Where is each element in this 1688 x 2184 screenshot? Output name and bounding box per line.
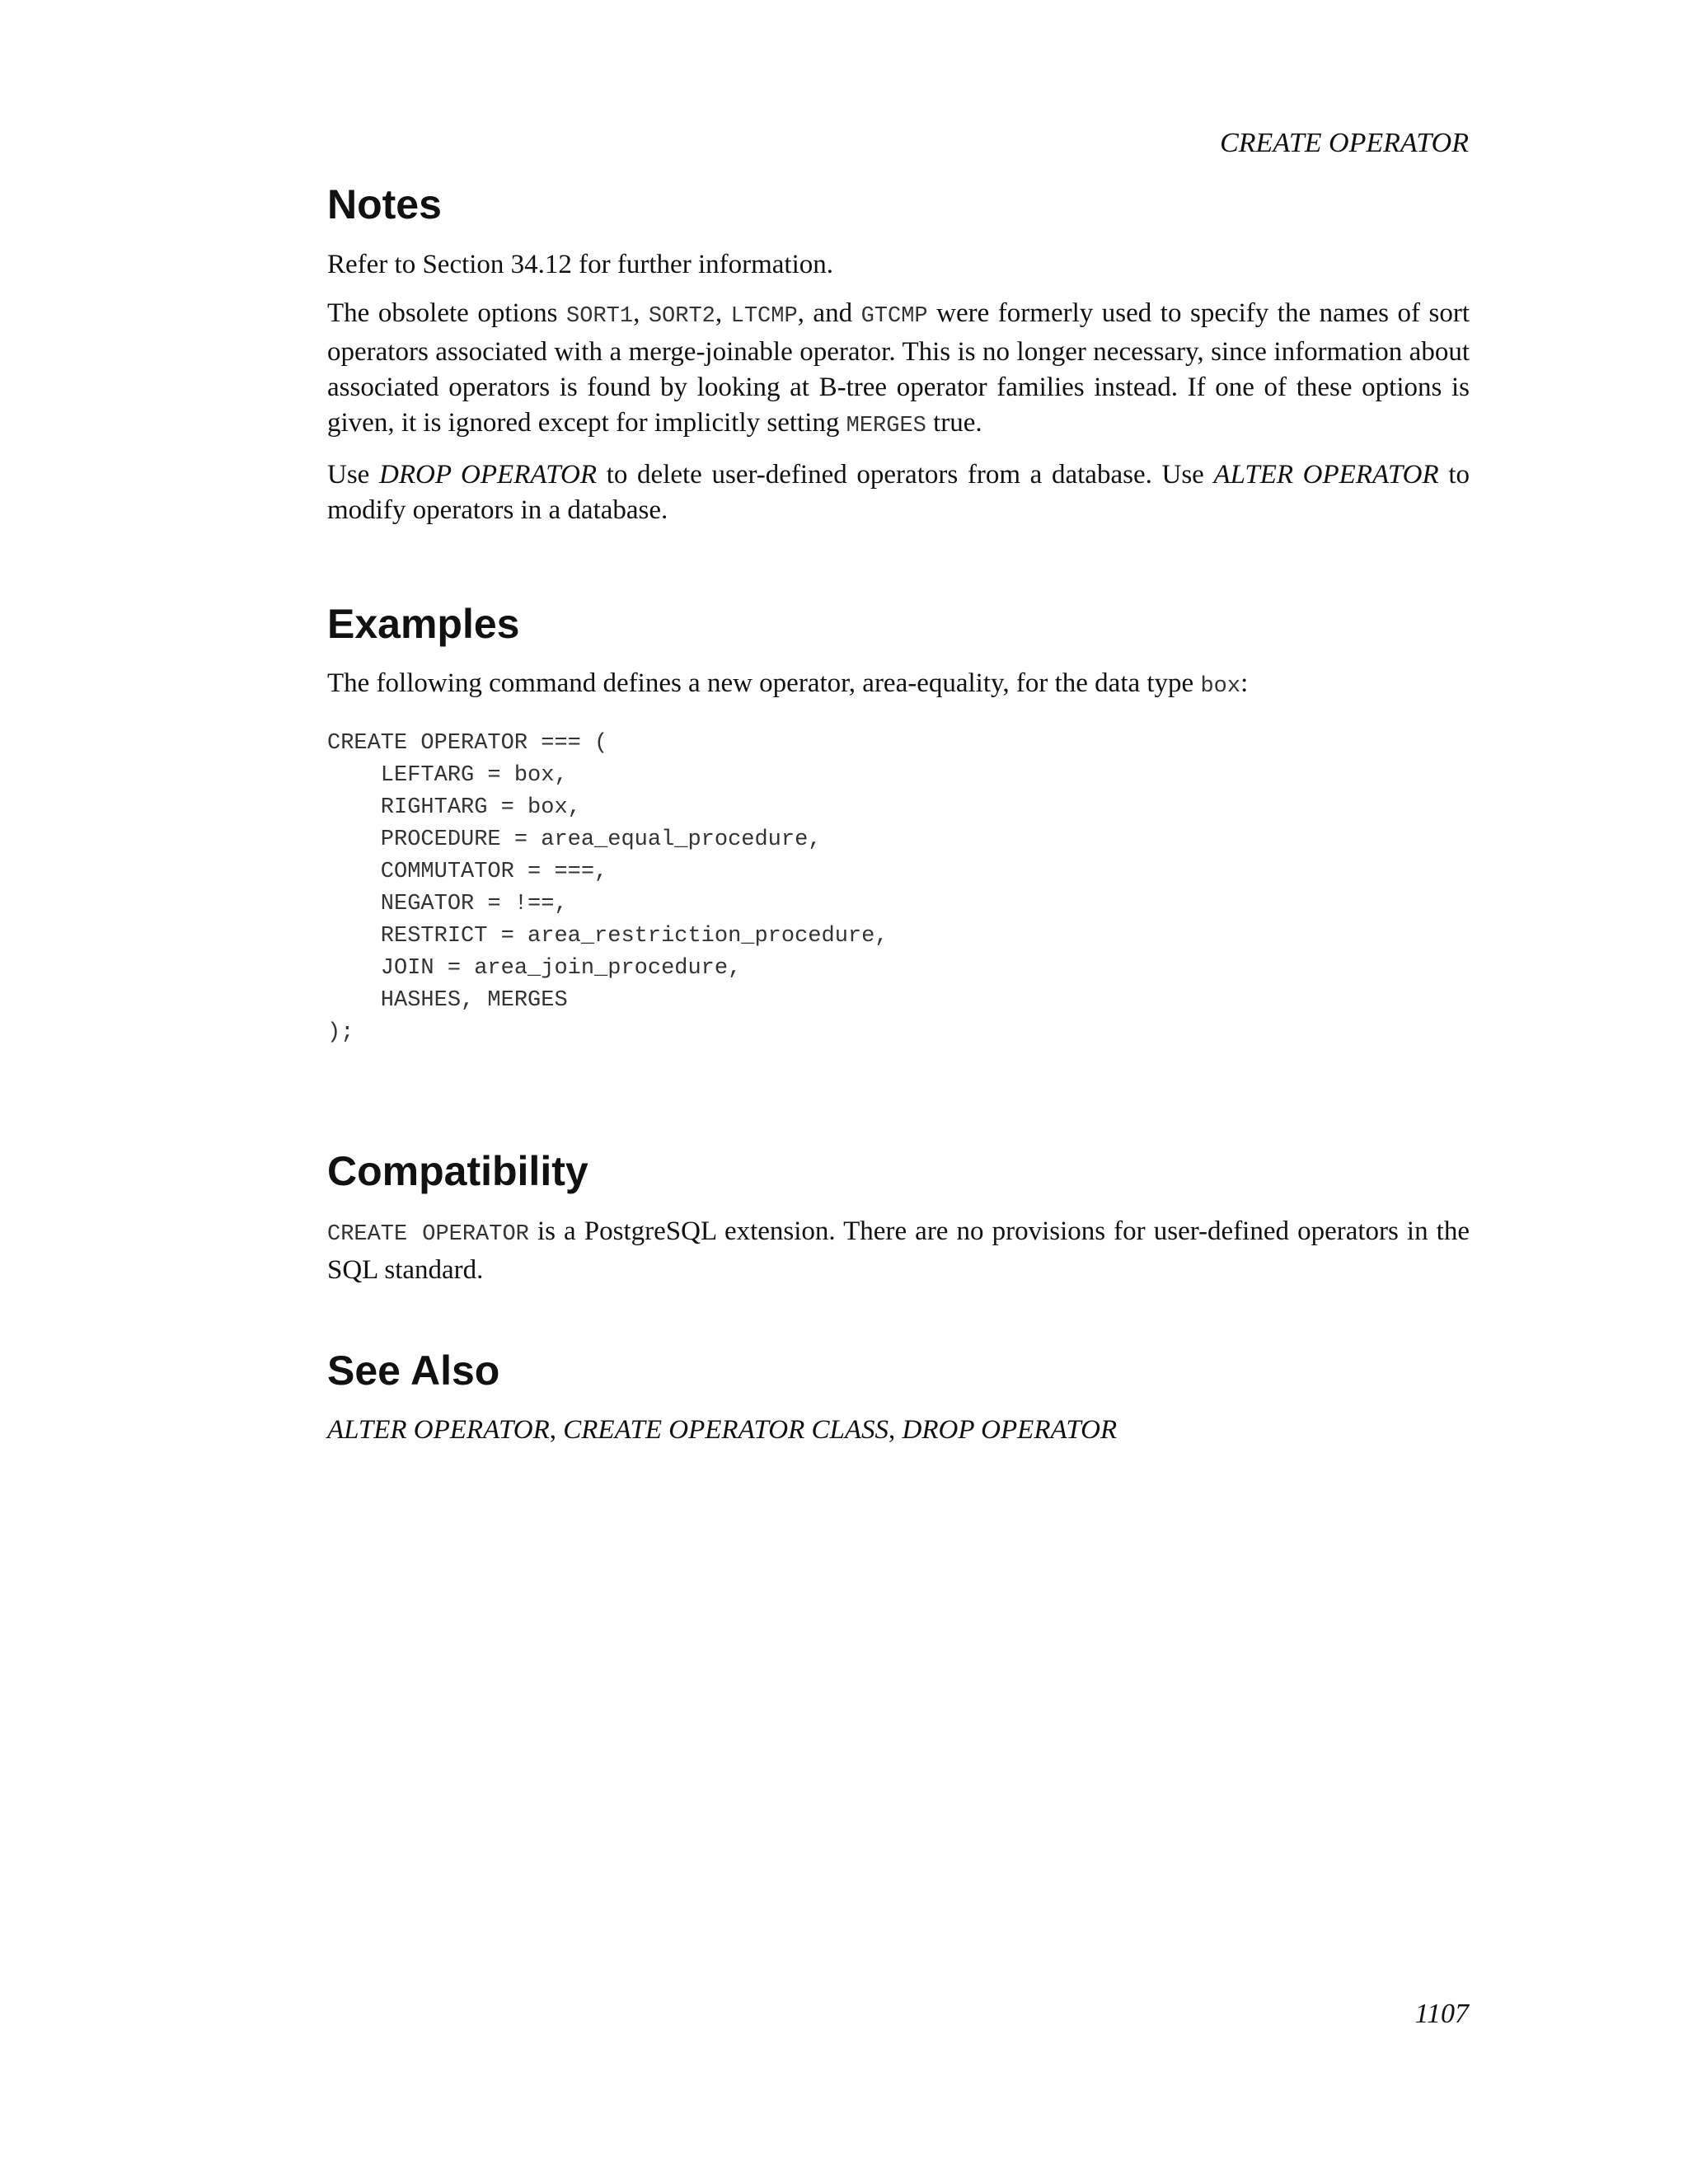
- text-run: , and: [797, 298, 861, 328]
- compatibility-section: [327, 1148, 1470, 1288]
- text-run: Use: [327, 459, 379, 490]
- notes-paragraph-2: [327, 296, 1470, 444]
- notes-paragraph-1: Refer to Section 34.12 for further information.: [327, 249, 833, 279]
- notes-paragraph-3: [327, 457, 1470, 528]
- examples-heading: Examples: [327, 600, 520, 647]
- inline-code-create-operator: CREATE OPERATOR: [327, 1221, 529, 1247]
- notes-heading: Notes: [327, 181, 442, 227]
- page-content: [327, 181, 1470, 1448]
- inline-code-gtcmp: GTCMP: [860, 303, 928, 329]
- text-run: were formerly used to specify the names of sort operators associated with a merge-joinable operator. This is no longer necessary, since information about associated operators is found by looking at B-tree operator families instead. If one of these options is given, it is ignored except for implicitly setting: [327, 298, 1470, 438]
- drop-operator-reference[interactable]: DROP OPERATOR: [379, 459, 598, 490]
- text-run: The following command defines a new operator, area-equality, for the data type: [327, 668, 1201, 698]
- examples-section: [327, 601, 1470, 1050]
- running-header: CREATE OPERATOR: [1220, 128, 1469, 158]
- text-run: The obsolete options: [327, 298, 567, 328]
- see-also-list: [327, 1413, 1470, 1448]
- text-run: to delete user-defined operators from a database. Use: [597, 459, 1214, 490]
- separator: ,: [889, 1415, 903, 1445]
- inline-code-merges: MERGES: [846, 413, 926, 438]
- text-run: ,: [715, 298, 731, 328]
- inline-code-sort1: SORT1: [566, 303, 634, 329]
- text-run: to modify operators in a database.: [327, 459, 1470, 525]
- see-also-link-alter-operator[interactable]: ALTER OPERATOR: [327, 1415, 550, 1445]
- page-number: 1107: [1414, 1999, 1469, 2029]
- text-run: ,: [633, 298, 649, 328]
- text-run: true.: [926, 407, 982, 438]
- separator: ,: [549, 1415, 564, 1445]
- examples-intro: [327, 666, 1470, 705]
- example-code-block: CREATE OPERATOR === ( LEFTARG = box, RIGHTARG = box, PROCEDURE = area_equal_procedure, COMMUTATOR = ===, NEGATOR = !==, RESTRICT = area_restriction_procedure, JOIN = area_join_procedure, HASHES, MERGES );: [327, 731, 889, 1045]
- alter-operator-reference[interactable]: ALTER OPERATOR: [1213, 459, 1439, 490]
- see-also-link-drop-operator[interactable]: DROP OPERATOR: [902, 1415, 1118, 1445]
- inline-code-box: box: [1200, 674, 1241, 699]
- see-also-heading: See Also: [327, 1347, 500, 1394]
- notes-section: [327, 181, 1470, 528]
- text-run: :: [1240, 668, 1249, 698]
- see-also-link-create-operator-class[interactable]: CREATE OPERATOR CLASS: [563, 1415, 889, 1445]
- inline-code-ltcmp: LTCMP: [730, 303, 798, 329]
- compatibility-heading: Compatibility: [327, 1148, 588, 1194]
- text-run: is a PostgreSQL extension. There are no provisions for user-defined operators in the SQL standard.: [327, 1216, 1470, 1285]
- inline-code-sort2: SORT2: [648, 303, 715, 329]
- compatibility-paragraph: [327, 1214, 1470, 1288]
- see-also-section: [327, 1347, 1470, 1449]
